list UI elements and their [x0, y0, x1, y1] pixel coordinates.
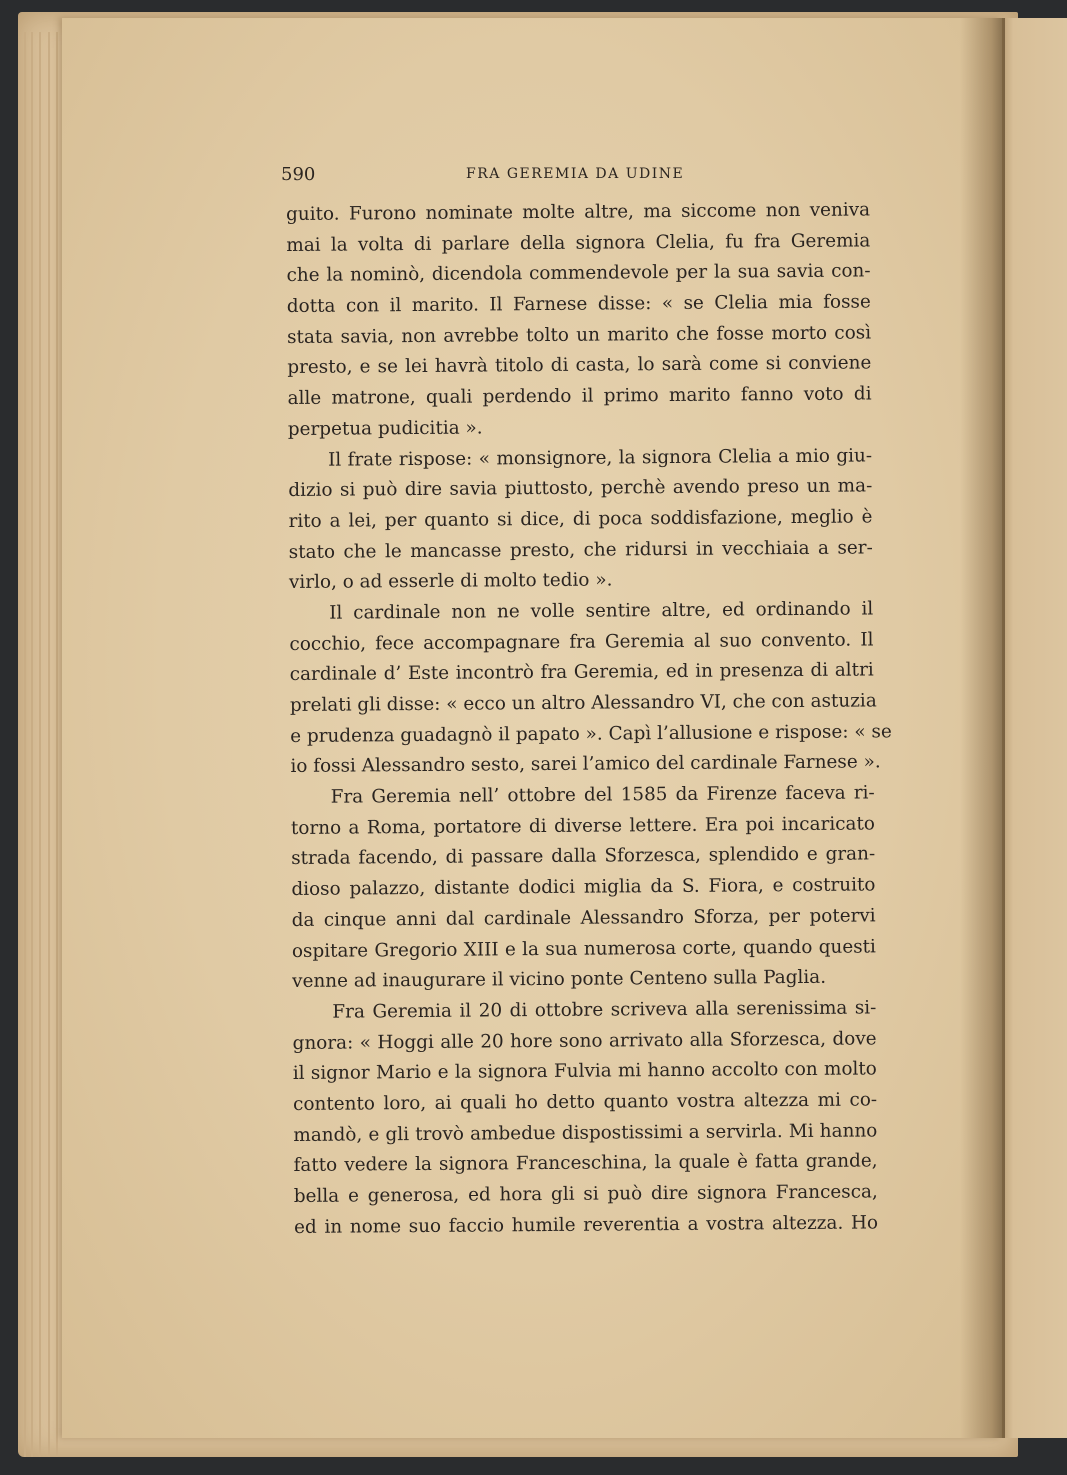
text-line: da cinque anni dal cardinale Alessandro Sforza, per potervi	[291, 905, 876, 931]
text-line: mai la volta di parlare della signora Clelia, fu fra Geremia	[286, 230, 871, 256]
text-line: venne ad inaugurare il vicino ponte Centeno sulla Paglia.	[292, 966, 827, 993]
page-edge-line	[31, 32, 33, 1457]
gutter-shadow	[960, 18, 1005, 1438]
text-line: torno a Roma, portatore di diverse lettere. Era poi incaricato	[290, 813, 875, 839]
text-line: mandò, e gli trovò ambedue dispostissimi a servirla. Mi hanno	[293, 1120, 878, 1146]
text-line: e prudenza guadagnò il papato ». Capì l’allusione e rispose: « se	[290, 720, 892, 747]
text-line: ed in nome suo faccio humile reverentia a vostra altezza. Ho	[293, 1212, 879, 1238]
page-edge-line	[39, 32, 41, 1457]
text-line: prelati gli disse: « ecco un altro Alessandro VI, che con astuzia	[289, 690, 877, 716]
text-line: gnora: « Hoggi alle 20 hore sono arrivato alla Sforzesca, dove	[292, 1027, 877, 1054]
text-line: alle matrone, quali perdendo il primo marito fanno voto di	[287, 383, 872, 410]
text-line: stato che le mancasse presto, che ridursi in vecchiaia a ser-	[288, 536, 873, 563]
text-line: cardinale d’ Este incontrò fra Geremia, ed in presenza di altri	[289, 659, 874, 686]
body-text	[286, 195, 892, 1243]
text-line: virlo, o ad esserle di molto tedio ».	[288, 569, 613, 594]
page-edge-line	[56, 32, 58, 1457]
text-line: strada facendo, di passare dalla Sforzesca, splendido e gran-	[291, 843, 876, 870]
text-line: bella e generosa, ed hora gli si può dire signora Francesca,	[293, 1181, 878, 1207]
text-line: dizio si può dire savia piuttosto, perchè avendo preso un ma-	[288, 475, 873, 502]
text-line: dotta con il marito. Il Farnese disse: « se Clelia mia fosse	[286, 291, 871, 318]
text-line: Fra Geremia il 20 di ottobre scriveva alla serenissima si-	[332, 997, 877, 1023]
text-line: presto, e se lei havrà titolo di casta, lo sarà come si conviene	[287, 352, 872, 379]
text-line: guito. Furono nominate molte altre, ma siccome non veniva	[286, 199, 871, 225]
page-edge-line	[24, 32, 26, 1457]
text-line: il signor Mario e la signora Fulvia mi hanno accolto con molto	[292, 1058, 877, 1085]
text-line: ospitare Gregorio XIII e la sua numerosa corte, quando questi	[291, 935, 876, 962]
text-line: Il frate rispose: « monsignore, la signora Clelia a mio giu-	[327, 444, 873, 471]
text-line: perpetua pudicitia ».	[287, 417, 483, 440]
text-line: Il cardinale non ne volle sentire altre, ed ordinando il	[329, 598, 874, 624]
text-line: fatto vedere la signora Franceschina, la quale è fatta grande,	[293, 1150, 878, 1177]
page-number: 590	[281, 164, 316, 185]
running-title: FRA GEREMIA DA UDINE	[466, 166, 685, 182]
text-line: contento loro, ai quali ho detto quanto vostra altezza mi co-	[293, 1089, 878, 1115]
text-line: rito a lei, per quanto si dice, di poca soddisfazione, meglio è	[288, 506, 873, 532]
text-line: Fra Geremia nell’ ottobre del 1585 da Firenze faceva ri-	[330, 782, 875, 808]
text-line: che la nominò, dicendola commendevole per la sua savia con-	[286, 260, 871, 287]
page-edge-line	[48, 32, 50, 1457]
text-line: io fossi Alessandro sesto, sarei l’amico del cardinale Farnese ».	[290, 751, 881, 778]
text-line: stata savia, non avrebbe tolto un marito che fosse morto così	[286, 322, 872, 348]
text-line: cocchio, fece accompagnare fra Geremia al suo convento. Il	[289, 629, 874, 655]
text-line: dioso palazzo, distante dodici miglia da S. Fiora, e costruito	[291, 874, 876, 901]
facing-page	[1000, 18, 1067, 1438]
running-head	[281, 164, 881, 188]
